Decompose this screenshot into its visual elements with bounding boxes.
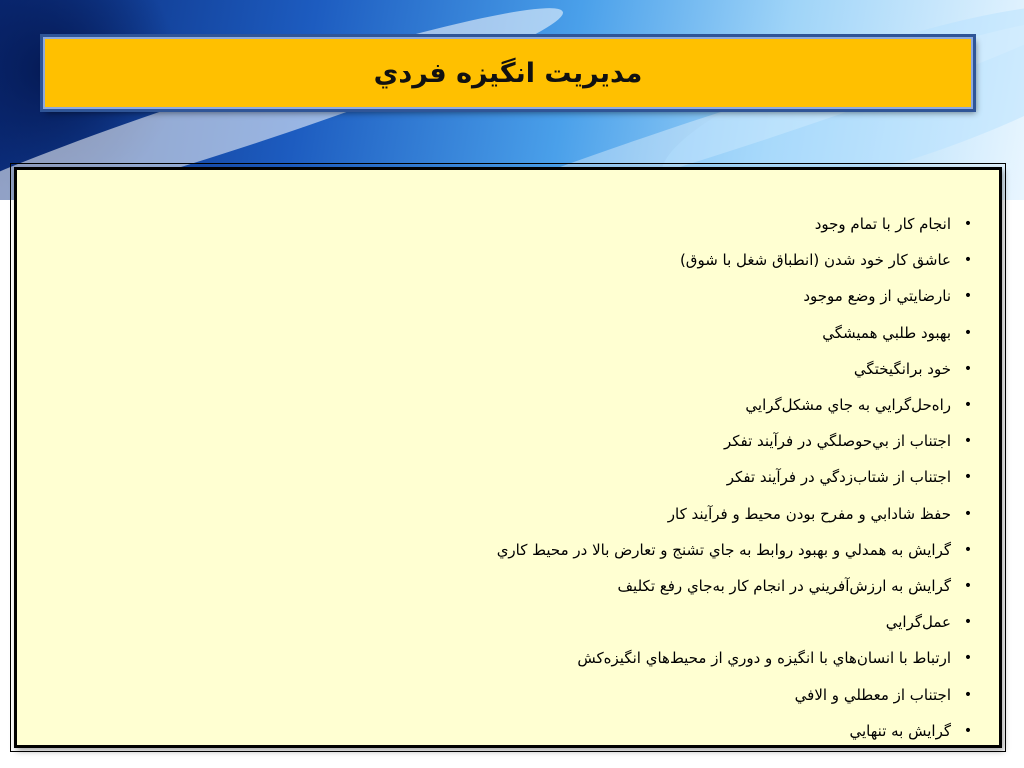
bullet-icon: • xyxy=(963,614,973,631)
content-box xyxy=(14,167,1002,748)
list-item-text: خود برانگيختگي xyxy=(853,359,951,378)
bullet-icon: • xyxy=(963,324,973,341)
bullet-icon: • xyxy=(963,252,973,269)
bullet-icon: • xyxy=(963,360,973,377)
list-item xyxy=(37,206,985,242)
list-item-text: اجتناب از معطلي و الافي xyxy=(794,685,951,704)
bullet-icon: • xyxy=(963,686,973,703)
bullet-icon: • xyxy=(963,577,973,594)
slide-title: مديريت انگيزه فردي xyxy=(373,57,643,89)
bullet-icon: • xyxy=(963,505,973,522)
list-item xyxy=(37,713,985,749)
bullet-icon: • xyxy=(963,433,973,450)
list-item xyxy=(37,315,985,351)
list-item-text: ارتباط با انسان‌هاي با انگيزه و دوري از محيط‌هاي انگيزه‌كش xyxy=(577,649,951,668)
list-item xyxy=(37,676,985,712)
slide-title-box xyxy=(43,37,973,109)
list-item-text: حفظ شادابي و مفرح بودن محيط و فرآيند كار xyxy=(667,504,951,523)
list-item-text: راه‌حل‌گرايي به جاي مشكل‌گرايي xyxy=(745,396,951,415)
list-item-text: گرايش به ارزش‌آفريني در انجام كار به‌جاي رفع تكليف xyxy=(617,576,951,595)
list-item-text: گرايش به تنهايي xyxy=(849,721,951,740)
list-item-text: انجام كار با تمام وجود xyxy=(814,215,951,234)
list-item xyxy=(37,640,985,676)
list-item xyxy=(37,568,985,604)
bullet-icon: • xyxy=(963,650,973,667)
list-item xyxy=(37,532,985,568)
bullet-icon: • xyxy=(963,722,973,739)
list-item-text: اجتناب از شتاب‌زدگي در فرآيند تفكر xyxy=(726,468,951,487)
list-item-text: عاشق كار خود شدن (انطباق شغل با شوق) xyxy=(679,251,951,270)
list-item-text: نارضايتي از وضع موجود xyxy=(803,287,951,306)
list-item-text: بهبود طلبي هميشگي xyxy=(822,323,951,342)
list-item xyxy=(37,387,985,423)
bullet-icon: • xyxy=(963,397,973,414)
list-item xyxy=(37,278,985,314)
bullet-list xyxy=(37,206,985,749)
list-item-text: عمل‌گرايي xyxy=(885,613,951,632)
list-item xyxy=(37,604,985,640)
bullet-icon: • xyxy=(963,541,973,558)
list-item-text: گرايش به همدلي و بهبود روابط به جاي تشنج و تعارض بالا در محيط كاري xyxy=(496,540,951,559)
list-item-text: اجتناب از بي‌حوصلگي در فرآيند تفكر xyxy=(723,432,951,451)
list-item xyxy=(37,496,985,532)
list-item xyxy=(37,351,985,387)
bullet-icon: • xyxy=(963,469,973,486)
bullet-icon: • xyxy=(963,288,973,305)
list-item xyxy=(37,459,985,495)
list-item xyxy=(37,423,985,459)
bullet-icon: • xyxy=(963,216,973,233)
list-item xyxy=(37,242,985,278)
